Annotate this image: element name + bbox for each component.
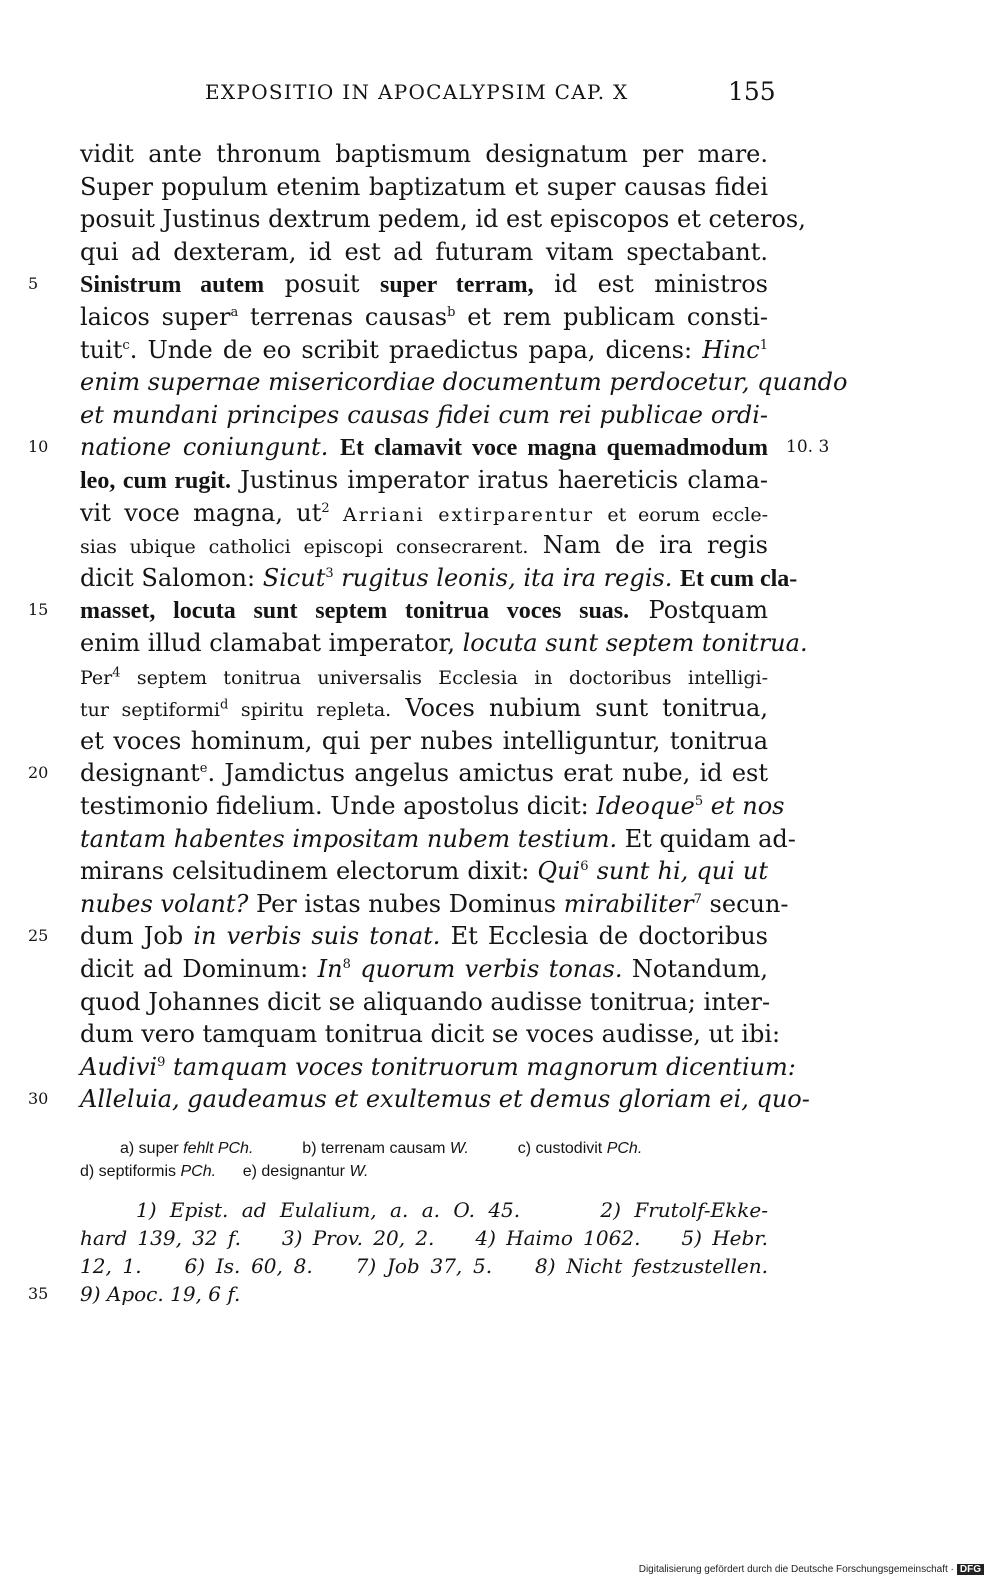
digitization-note: Digitalisierung gefördert durch die Deutsche Forschungsgemeinschaft · (638, 1564, 954, 1575)
text-line-content: qui ad dexteram, id est ad futuram vitam spectabant. (80, 237, 768, 266)
text-line-content: dicit ad Dominum: In$^8$ quorum verbis tonas. Notandum, (80, 955, 768, 983)
text-line (80, 920, 768, 952)
text-line (80, 855, 768, 887)
text-line-content: enim illud clamabat imperator, locuta sunt septem tonitrua. (80, 629, 808, 657)
text-line (80, 790, 785, 822)
text-line (80, 171, 768, 203)
digitization-credit (639, 1564, 984, 1575)
text-line (80, 301, 768, 333)
text-line-content: Audivi$^9$ tamquam voces tonitruorum magnorum dicentium: (80, 1052, 796, 1081)
text-line-content: designant$^e$. Jamdictus angelus amictus erat nube, id est (80, 759, 768, 788)
text-line-content: Alleluia, gaudeamus et exultemus et demus gloriam ei, quo- (80, 1085, 810, 1114)
apparatus-line: a) super fehlt PCh. b) terrenam causam W. c) custodivit PCh. (120, 1140, 643, 1157)
text-line-content: natione coniungunt. Et clamavit voce magna quemadmodum (80, 433, 768, 462)
text-line (80, 366, 848, 398)
text-line (80, 692, 768, 724)
text-line (80, 399, 768, 431)
text-line (80, 203, 806, 235)
text-line (80, 594, 768, 626)
text-line-content: tantam habentes impositam nubem testium. Et quidam ad- (80, 824, 796, 853)
text-line (80, 236, 768, 268)
text-line-content: tur septiformi$^d$ spiritu repleta. Voces nubium sunt tonitrua, (80, 694, 768, 723)
source-note-line: 1) Epist. ad Eulalium, a. a. O. 45. 2) Frutolf-Ekke- (136, 1198, 768, 1222)
line-number: 25 (28, 926, 49, 946)
text-line-content: tuit$^c$. Unde de eo scribit praedictus papa, dicens: Hinc$^1$ (80, 335, 768, 364)
line-number: 15 (28, 600, 49, 620)
text-line (80, 1051, 796, 1083)
line-number: 10 (28, 437, 49, 457)
dfg-logo: DFG (957, 1564, 984, 1575)
text-line (80, 888, 789, 920)
line-number: 20 (28, 763, 49, 783)
text-line (80, 464, 768, 496)
page-number: 155 (728, 77, 776, 106)
text-line-content: mirans celsitudinem electorum dixit: Qui$^6$ sunt hi, qui ut (80, 857, 768, 886)
text-line (80, 138, 768, 170)
text-line-content: dicit Salomon: Sicut$^3$ rugitus leonis, ita ira regis. Et cum cla- (80, 563, 798, 592)
margin-reference: 10. 3 (786, 437, 830, 458)
text-line (80, 627, 808, 659)
text-line-content: quod Johannes dicit se aliquando audisse tonitrua; inter- (80, 987, 771, 1016)
text-line-content: testimonio fidelium. Unde apostolus dicit: Ideoque$^5$ et nos (80, 792, 785, 820)
text-line-content: posuit Justinus dextrum pedem, id est episcopos et ceteros, (80, 205, 806, 234)
line-number: 35 (28, 1284, 49, 1303)
text-line-content: et mundani principes causas fidei cum rei publicae ordi- (80, 400, 768, 429)
line-number: 5 (28, 274, 39, 294)
text-line-content: enim supernae misericordiae documentum perdocetur, quando (80, 368, 848, 397)
text-line (80, 757, 768, 789)
text-line-content: dum Job in verbis suis tonat. Et Ecclesia de doctoribus (80, 922, 768, 951)
apparatus-line: d) septiformis PCh. e) designantur W. (80, 1163, 369, 1180)
text-line (80, 562, 798, 594)
text-line-content: vidit ante thronum baptismum designatum per mare. (80, 140, 768, 168)
text-line-content: Per$^4$ septem tonitrua universalis Ecclesia in doctoribus intelligi- (80, 665, 768, 689)
text-line-content: nubes volant? Per istas nubes Dominus mirabiliter$^7$ secun- (80, 889, 789, 918)
source-note-line: hard 139, 32 f. 3) Prov. 20, 2. 4) Haimo 1062. 5) Hebr. (80, 1226, 768, 1250)
line-number: 30 (28, 1089, 49, 1109)
text-line (80, 660, 768, 692)
text-line-content: vit voce magna, $ut^2$ Arriani extirparentur et eorum eccle- (80, 498, 768, 527)
text-line-content: Sinistrum autem posuit super terram, id est ministros (80, 270, 768, 299)
text-line-content: et voces hominum, qui per nubes intelliguntur, tonitrua (80, 726, 768, 755)
text-line (80, 986, 771, 1018)
text-line (80, 268, 768, 300)
text-line (80, 823, 796, 855)
text-line-content: dum vero tamquam tonitrua dicit se voces audisse, ut ibi: (80, 1020, 781, 1049)
text-line (80, 431, 768, 463)
running-header: EXPOSITIO IN APOCALYPSIM CAP. X (205, 80, 629, 104)
text-line-content: leo, cum rugit. Justinus imperator iratus haereticis clama- (80, 466, 768, 494)
text-line-content: laicos super$^a$ terrenas causas$^b$ et rem publicam consti- (80, 303, 769, 331)
text-line-content: masset, locuta sunt septem tonitrua voces suas. Postquam (80, 596, 768, 625)
text-line-content: sias ubique catholici episcopi consecrarent. Nam de ira regis (80, 531, 768, 560)
source-note-line: 9) Apoc. 19, 6 f. (80, 1282, 241, 1306)
text-line (80, 529, 768, 561)
source-note-line: 12, 1. 6) Is. 60, 8. 7) Job 37, 5. 8) Nicht festzustellen. (80, 1254, 768, 1278)
text-line (80, 497, 768, 529)
text-line (80, 1083, 810, 1115)
text-line-content: Super populum etenim baptizatum et super causas fidei (80, 172, 768, 201)
text-line (80, 1018, 781, 1050)
text-line (80, 725, 768, 757)
text-line (80, 334, 768, 366)
text-line (80, 953, 768, 985)
